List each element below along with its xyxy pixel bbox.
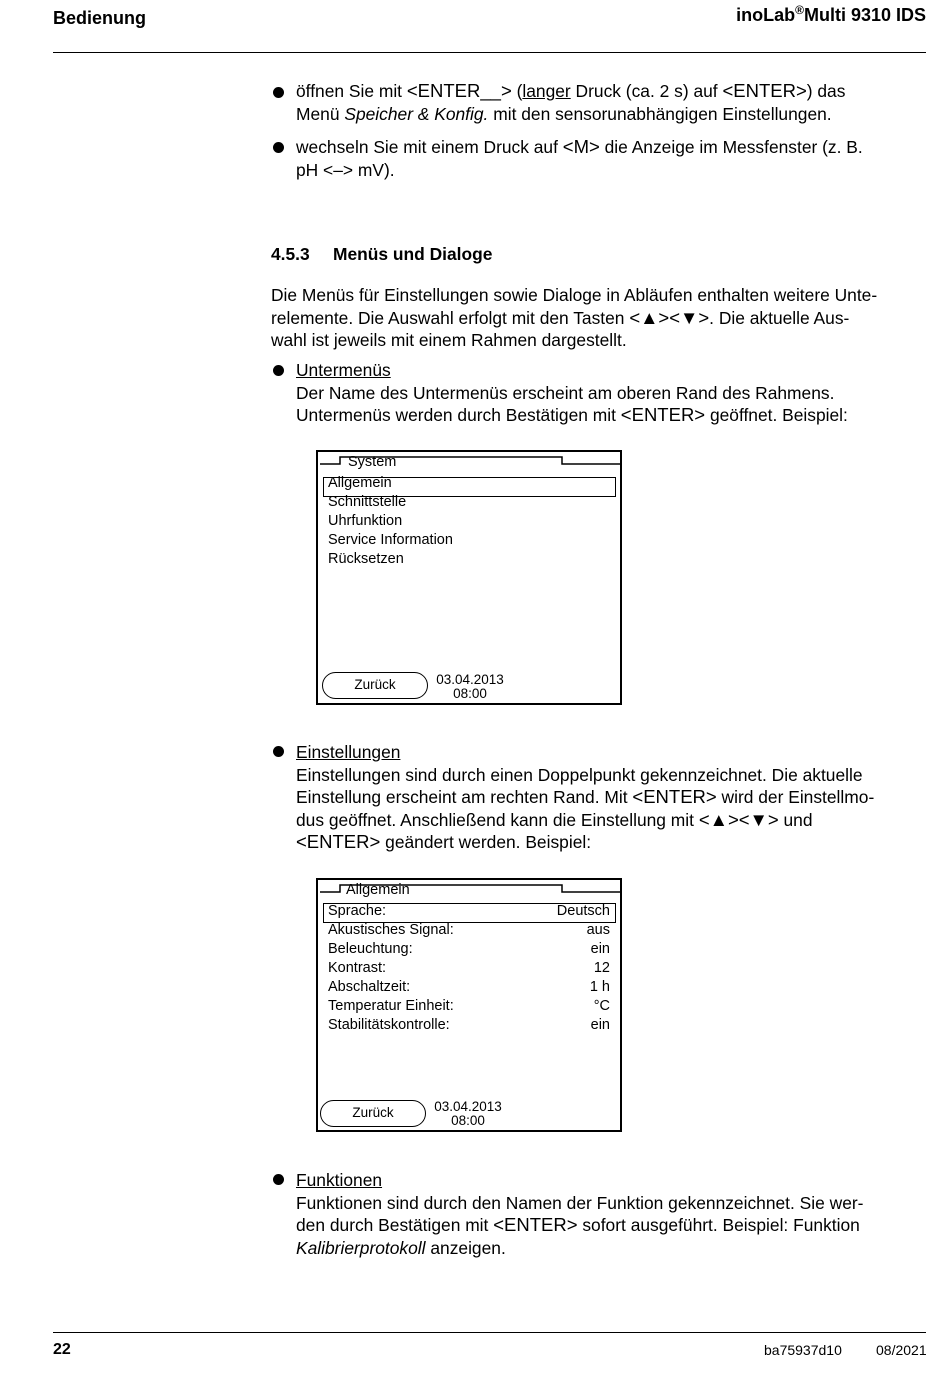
running-header-product: inoLab®Multi 9310 IDS bbox=[736, 3, 926, 25]
back-button[interactable]: Zurück bbox=[320, 1100, 426, 1127]
einstellungen-block: Einstellungen Einstellungen sind durch einen Doppelpunkt gekennzeichnet. Die aktuelle Einstellung erscheint am rechten Rand. Mit <ENTER> wird der Einstellmo- dus geöffnet. Anschließend kann die Einstellung mit <▲><▼> und <ENTER> geändert werden. Beispiel: bbox=[296, 742, 875, 852]
document-date: 08/2021 bbox=[876, 1342, 927, 1358]
bullet-m-key: wechseln Sie mit einem Druck auf <M> die Anzeige im Messfenster (z. B. pH <–> mV). bbox=[296, 136, 863, 180]
bullet-dot bbox=[273, 142, 284, 153]
menu-item[interactable]: Schnittstelle bbox=[328, 494, 407, 510]
bullet-enter-long: öffnen Sie mit <ENTER__> (langer Druck (ca. 2 s) auf <ENTER>) das Menü Speicher & Konfig. mit den sensorunabhängigen Einstellungen. bbox=[296, 80, 846, 124]
running-header-section: Bedienung bbox=[53, 8, 146, 28]
bullet-dot bbox=[273, 1174, 284, 1185]
funktionen-heading: Funktionen bbox=[296, 1170, 383, 1190]
setting-row[interactable]: Sprache: Deutsch bbox=[328, 903, 610, 919]
setting-row[interactable]: Beleuchtung: ein bbox=[328, 941, 610, 957]
bullet-dot bbox=[273, 365, 284, 376]
screen-title: System bbox=[348, 454, 397, 470]
document-id: ba75937d10 bbox=[764, 1342, 842, 1358]
section-number: 4.5.3 bbox=[271, 244, 310, 264]
bullet-dot bbox=[273, 746, 284, 757]
menu-item[interactable]: Rücksetzen bbox=[328, 551, 404, 567]
footer-rule bbox=[53, 1332, 926, 1333]
einstellungen-heading: Einstellungen bbox=[296, 742, 401, 762]
funktionen-block: Funktionen Funktionen sind durch den Namen der Funktion gekennzeichnet. Sie wer- den durch Bestätigen mit <ENTER> sofort ausgeführt. Beispiel: Funktion Kalibrierprotokoll anzeigen. bbox=[296, 1170, 864, 1258]
page-number: 22 bbox=[53, 1341, 71, 1358]
menu-item[interactable]: Service Information bbox=[328, 532, 453, 548]
setting-row[interactable]: Kontrast: 12 bbox=[328, 960, 610, 976]
bullet-dot bbox=[273, 87, 284, 98]
untermenues-block: Untermenüs Der Name des Untermenüs erscheint am oberen Rand des Rahmens. Untermenüs werden durch Bestätigen mit <ENTER> geöffnet. Beispiel: bbox=[296, 360, 848, 425]
device-screen-allgemein bbox=[316, 878, 622, 1132]
intro-paragraph: Die Menüs für Einstellungen sowie Dialoge in Abläufen enthalten weitere Unte- relemente. Die Auswahl erfolgt mit den Tasten <▲><▼>. Die aktuelle Aus- wahl ist jeweils mit einem Rahmen dargestellt. bbox=[271, 285, 878, 350]
section-title: Menüs und Dialoge bbox=[333, 244, 493, 264]
setting-row[interactable]: Akustisches Signal: aus bbox=[328, 922, 610, 938]
screen-datetime: 03.04.2013 08:00 bbox=[436, 672, 504, 701]
setting-row[interactable]: Abschaltzeit: 1 h bbox=[328, 979, 610, 995]
back-button[interactable]: Zurück bbox=[322, 672, 428, 699]
screen-title: Allgemein bbox=[346, 882, 410, 898]
setting-row[interactable]: Stabilitätskontrolle: ein bbox=[328, 1017, 610, 1033]
menu-item[interactable]: Uhrfunktion bbox=[328, 513, 403, 529]
setting-row[interactable]: Temperatur Einheit: °C bbox=[328, 998, 610, 1014]
menu-item[interactable]: Allgemein bbox=[328, 475, 392, 491]
device-screen-system bbox=[316, 450, 622, 705]
untermenues-heading: Untermenüs bbox=[296, 360, 391, 380]
header-rule bbox=[53, 52, 926, 53]
screen-datetime: 03.04.2013 08:00 bbox=[434, 1099, 502, 1128]
